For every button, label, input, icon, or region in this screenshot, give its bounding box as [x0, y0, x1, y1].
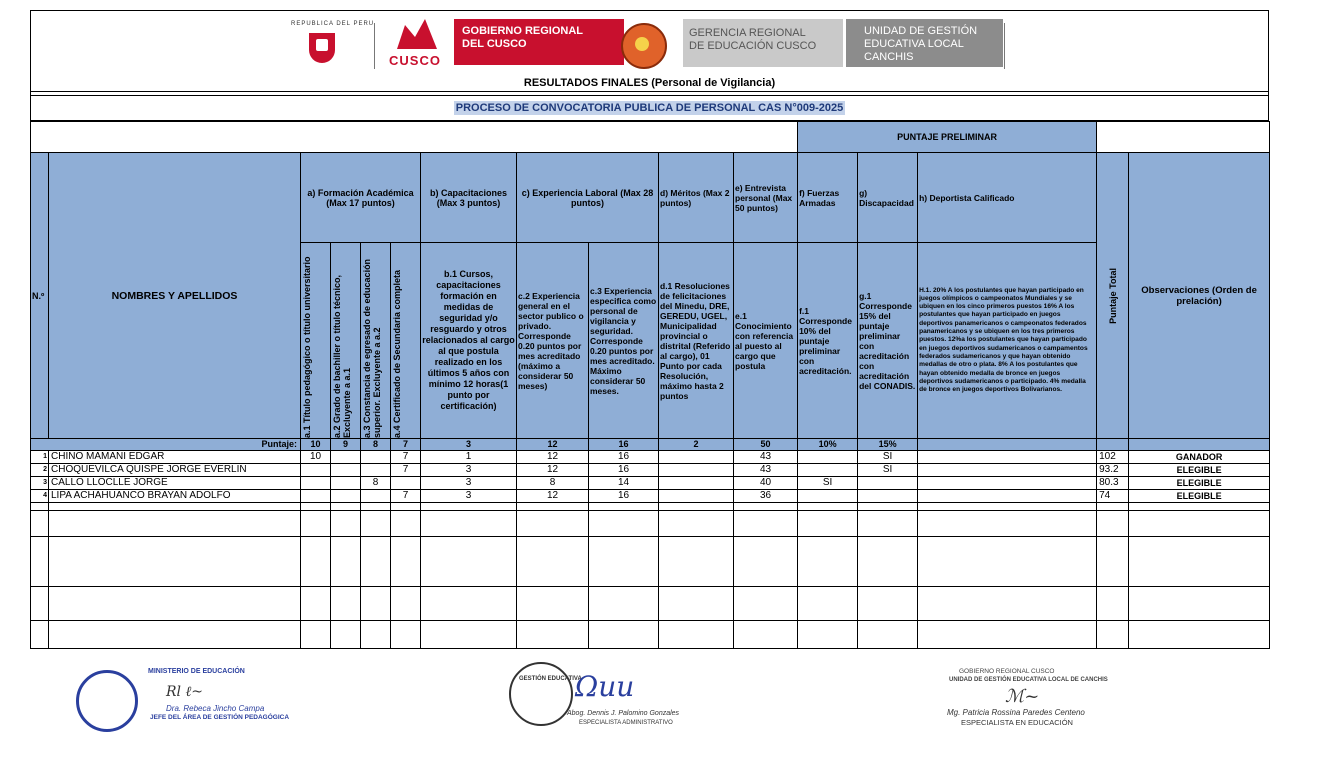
score-a2 — [331, 451, 361, 464]
candidate-name: CHOQUEVILCA QUISPE JORGE EVERLIN — [49, 464, 301, 477]
preliminary-header-row — [31, 122, 1270, 153]
points-h1 — [918, 439, 1097, 451]
stamp-seal-icon — [509, 662, 573, 726]
score-g1: SI — [858, 464, 918, 477]
score-c2: 12 — [517, 490, 589, 503]
score-a1 — [301, 477, 331, 490]
row-number: 1 — [31, 451, 49, 464]
table-row — [31, 477, 1270, 490]
logo-divider — [1004, 23, 1005, 69]
right-org-line-2: UNIDAD DE GESTIÓN EDUCATIVA LOCAL DE CANCHIS — [949, 677, 1108, 683]
observation: ELEGIBLE — [1129, 464, 1270, 477]
candidate-name: CALLO LLOCLLE JORGE — [49, 477, 301, 490]
score-a4 — [391, 477, 421, 490]
score-d1 — [659, 451, 734, 464]
points-g1: 15% — [858, 439, 918, 451]
points-total — [1097, 439, 1129, 451]
col-total-header — [1097, 153, 1129, 439]
score-total: 102 — [1097, 451, 1129, 464]
score-a2 — [331, 477, 361, 490]
group-g-header: g) Discapacidad — [858, 153, 918, 243]
table-row — [31, 451, 1270, 464]
left-stamp-text: MINISTERIO DE EDUCACIÓN — [148, 668, 245, 675]
score-d1 — [659, 464, 734, 477]
process-title: PROCESO DE CONVOCATORIA PUBLICA DE PERSONAL CAS N°009-2025 — [455, 102, 844, 114]
gerencia-regional-logo — [683, 19, 843, 67]
score-a3: 8 — [361, 477, 391, 490]
score-c3: 16 — [589, 464, 659, 477]
points-d1: 2 — [659, 439, 734, 451]
signature-scribble: ℳ~ — [1005, 686, 1040, 707]
left-signer-role: JEFE DEL ÁREA DE GESTIÓN PEDAGÓGICA — [150, 714, 290, 721]
score-c2: 8 — [517, 477, 589, 490]
empty-row — [31, 621, 1270, 649]
score-f1 — [798, 464, 858, 477]
score-e1: 43 — [734, 451, 798, 464]
ugel-line-3: CANCHIS — [864, 51, 914, 63]
points-b1: 3 — [421, 439, 517, 451]
group-a-header: a) Formación Académica (Max 17 puntos) — [301, 153, 421, 243]
group-f-header: f) Fuerzas Armadas — [798, 153, 858, 243]
cusco-mark-logo — [389, 19, 447, 69]
center-signer-role: ESPECIALISTA ADMINISTRATIVO — [579, 720, 673, 726]
ugel-line-2: EDUCATIVA LOCAL — [864, 38, 964, 50]
sub-a1-header — [301, 243, 331, 439]
peru-logo-text: REPUBLICA DEL PERU — [291, 21, 375, 27]
observation: ELEGIBLE — [1129, 490, 1270, 503]
left-signer-name: Dra. Rebeca Jincho Campa — [166, 704, 265, 713]
sub-a3-label: a.3 Constancia de egresado de educación superior. Excluyente a a.2 — [362, 258, 382, 438]
score-a3 — [361, 464, 391, 477]
process-title-row — [30, 95, 1269, 121]
signature-scribble: Ωuu — [575, 670, 635, 703]
logo-band — [30, 10, 1269, 75]
ugel-line-1: UNIDAD DE GESTIÓN — [864, 25, 978, 37]
table-row — [31, 464, 1270, 477]
score-a4: 7 — [391, 490, 421, 503]
sub-a3-header — [361, 243, 391, 439]
results-sheet — [30, 10, 1269, 649]
group-b-header: b) Capacitaciones (Max 3 puntos) — [421, 153, 517, 243]
ugel-logo — [846, 19, 1003, 67]
score-a3 — [361, 451, 391, 464]
sub-g1-header: g.1 Corresponde 15% del puntaje preliminar con acreditación con acreditación del CONADIS. — [858, 243, 918, 439]
row-number: 4 — [31, 490, 49, 503]
score-a2 — [331, 464, 361, 477]
shield-icon — [309, 33, 335, 63]
sub-f1-header: f.1 Corresponde 10% del puntaje preliminar con acreditación. — [798, 243, 858, 439]
score-c3: 14 — [589, 477, 659, 490]
col-n-header: N.º — [31, 153, 49, 439]
score-h1 — [918, 490, 1097, 503]
gerencia-line-2: DE EDUCACIÓN CUSCO — [689, 40, 817, 52]
score-a4: 7 — [391, 451, 421, 464]
score-a2 — [331, 490, 361, 503]
score-c2: 12 — [517, 464, 589, 477]
score-b1: 1 — [421, 451, 517, 464]
results-table — [30, 121, 1270, 649]
score-e1: 36 — [734, 490, 798, 503]
col-total-label: Puntaje Total — [1107, 267, 1118, 324]
sub-c2-header: c.2 Experiencia general en el sector publico o privado. Corresponde 0.20 puntos por mes acreditado (máximo a considerar 50 meses) — [517, 243, 589, 439]
row-number: 2 — [31, 464, 49, 477]
score-g1 — [858, 477, 918, 490]
sub-c3-header: c.3 Experiencia especifica como personal de vigilancia y seguridad. Corresponde 0.20 puntos por mes acreditado. Máximo considerar 50 meses. — [589, 243, 659, 439]
score-total: 74 — [1097, 490, 1129, 503]
group-d-header: d) Méritos (Max 2 puntos) — [659, 153, 734, 243]
score-h1 — [918, 464, 1097, 477]
empty-row — [31, 587, 1270, 621]
candidate-name: LIPA ACHAHUANCO BRAYAN ADOLFO — [49, 490, 301, 503]
empty-row — [31, 511, 1270, 537]
score-total: 80.3 — [1097, 477, 1129, 490]
logo-divider — [374, 23, 375, 69]
score-a1 — [301, 490, 331, 503]
puntaje-preliminar-header: PUNTAJE PRELIMINAR — [798, 122, 1097, 153]
col-names-header: NOMBRES Y APELLIDOS — [49, 153, 301, 439]
observation: ELEGIBLE — [1129, 477, 1270, 490]
sub-a2-label: a.2 Grado de bachiller o título técnico, Excluyente a a.1 — [332, 274, 352, 438]
empty-row — [31, 503, 1270, 511]
sub-d1-header: d.1 Resoluciones de felicitaciones del Minedu, DRE, GEREDU, UGEL, Municipalidad provincial o distrital (Referido al cargo), 01 Punto por cada Resolución, máximo hasta 2 puntos — [659, 243, 734, 439]
peru-coat-of-arms-logo — [283, 19, 375, 69]
right-org-line-1: GOBIERNO REGIONAL CUSCO — [959, 668, 1055, 675]
score-h1 — [918, 451, 1097, 464]
right-signer-role: ESPECIALISTA EN EDUCACIÓN — [961, 718, 1073, 727]
blank-header-cell — [31, 122, 798, 153]
points-label: Puntaje: — [31, 439, 301, 451]
score-b1: 3 — [421, 477, 517, 490]
signature-right — [945, 668, 1115, 738]
score-f1: SI — [798, 477, 858, 490]
document-title: RESULTADOS FINALES (Personal de Vigilancia) — [30, 75, 1269, 92]
score-g1 — [858, 490, 918, 503]
score-f1 — [798, 451, 858, 464]
max-points-row — [31, 439, 1270, 451]
score-a3 — [361, 490, 391, 503]
blank-header-cell — [1097, 122, 1270, 153]
points-c2: 12 — [517, 439, 589, 451]
score-e1: 40 — [734, 477, 798, 490]
points-a4: 7 — [391, 439, 421, 451]
sub-h1-header: H.1. 20% A los postulantes que hayan participado en juegos olímpicos o campeonatos Mundiales y se ubiquen en los cinco primeros puestos 16% A los postulantes que hayan participado en juegos deportivos panamericanos o campeonatos federados panamericanos y se ubiquen en los tres primeros puestos. 12%a los postulantes que hayan participado en juegos deportivos sudamericanos o campamentos federados sudamericanos y que hayan obtenido medallas de otro o plata. 8% A los postulantes que hayan obtenido medalla de bronce en juegos deportivos sudamericanos o participado. 4% medalla de bronce en juegos deportivos Bolivarianos. — [918, 243, 1097, 439]
points-f1: 10% — [798, 439, 858, 451]
gobierno-line-2: DEL CUSCO — [462, 38, 527, 50]
points-obs — [1129, 439, 1270, 451]
cusco-logo-word: CUSCO — [389, 53, 441, 68]
candidate-name: CHINO MAMANI EDGAR — [49, 451, 301, 464]
score-f1 — [798, 490, 858, 503]
points-a3: 8 — [361, 439, 391, 451]
gobierno-regional-logo — [454, 19, 624, 65]
signature-left — [70, 664, 290, 734]
signature-scribble: Rl ℓ~ — [166, 684, 204, 700]
center-stamp-text: GESTIÓN EDUCATIVA — [519, 676, 582, 682]
signature-center — [505, 650, 705, 750]
score-h1 — [918, 477, 1097, 490]
group-h-header: h) Deportista Calificado — [918, 153, 1097, 243]
score-d1 — [659, 477, 734, 490]
sub-a1-label: a.1 Título pedagógico o título universitario — [302, 256, 312, 438]
score-g1: SI — [858, 451, 918, 464]
score-a1 — [301, 464, 331, 477]
col-obs-header: Observaciones (Orden de prelación) — [1129, 153, 1270, 439]
cusco-emblem-icon — [397, 19, 437, 49]
sub-a2-header — [331, 243, 361, 439]
gerencia-seal-icon — [621, 23, 667, 69]
sub-b1-header: b.1 Cursos, capacitaciones formación en medidas de seguridad y/o resguardo y otros relacionados al cargo al que postula realizado en los últimos 5 años con mínimo 12 horas(1 punto por certificación) — [421, 243, 517, 439]
empty-row — [31, 537, 1270, 587]
score-d1 — [659, 490, 734, 503]
group-e-header: e) Entrevista personal (Max 50 puntos) — [734, 153, 798, 243]
group-c-header: c) Experiencia Laboral (Max 28 puntos) — [517, 153, 659, 243]
points-a1: 10 — [301, 439, 331, 451]
stamp-seal-icon — [76, 670, 138, 732]
observation: GANADOR — [1129, 451, 1270, 464]
right-signer-name: Mg. Patricia Rossina Paredes Centeno — [947, 708, 1085, 717]
score-b1: 3 — [421, 464, 517, 477]
points-a2: 9 — [331, 439, 361, 451]
score-a4: 7 — [391, 464, 421, 477]
group-header-row — [31, 153, 1270, 243]
score-c3: 16 — [589, 490, 659, 503]
sub-e1-header: e.1 Conocimiento con referencia al puesto al cargo que postula — [734, 243, 798, 439]
score-total: 93.2 — [1097, 464, 1129, 477]
points-e1: 50 — [734, 439, 798, 451]
points-c3: 16 — [589, 439, 659, 451]
row-number: 3 — [31, 477, 49, 490]
gerencia-line-1: GERENCIA REGIONAL — [689, 27, 806, 39]
sub-a4-label: a.4 Certificado de Secundaria completa — [392, 269, 402, 438]
score-c3: 16 — [589, 451, 659, 464]
gobierno-line-1: GOBIERNO REGIONAL — [462, 25, 584, 37]
score-a1: 10 — [301, 451, 331, 464]
center-signer-name: Abog. Dennis J. Palomino Gonzales — [567, 710, 680, 717]
score-c2: 12 — [517, 451, 589, 464]
score-e1: 43 — [734, 464, 798, 477]
table-row — [31, 490, 1270, 503]
score-b1: 3 — [421, 490, 517, 503]
sub-a4-header — [391, 243, 421, 439]
